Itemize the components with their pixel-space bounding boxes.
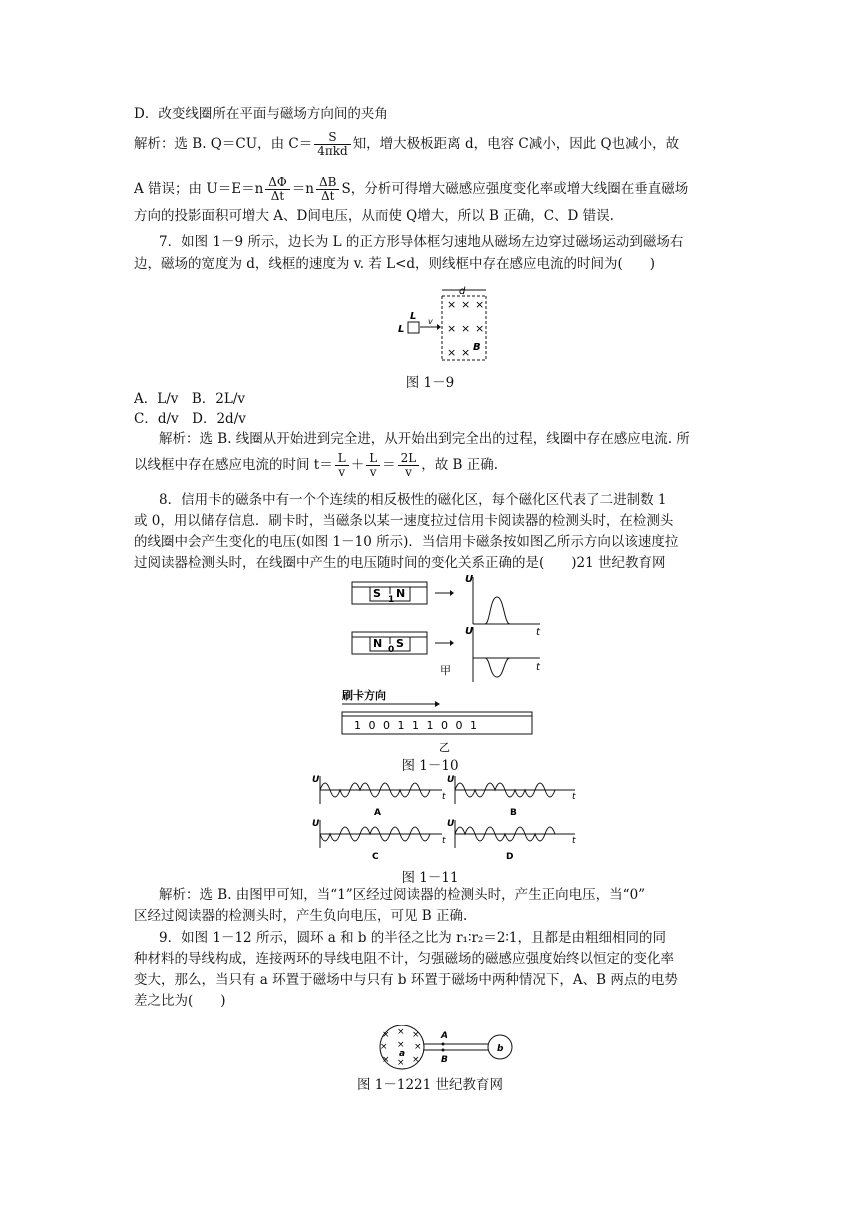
digit-label: 1 (388, 595, 395, 605)
q9-stem-line2: 种材料的导线构成，连接两环的导线电阻不计，匀强磁场的磁感应强度始终以恒定的变化率 (134, 951, 674, 967)
q9-stem-line1: 9．如图 1－12 所示，圆环 a 和 b 的半径之比为 r₁∶r₂＝2∶1，且都是由粗细相同的同 (159, 930, 667, 946)
option-d: D．改变线圈所在平面与磁场方向间的夹角 (134, 106, 388, 122)
field-cross: × (380, 1042, 388, 1052)
caption-1-12: 图 1－1221 世纪教育网 (356, 1077, 504, 1093)
q8-solution-line2: 区经过阅读器的检测头时，产生负向电压，可见 B 正确. (134, 908, 468, 924)
option-plot-a (312, 775, 446, 818)
field-cross: × (397, 1027, 405, 1037)
fraction-flux: $\frac{\Delta\Phi}{\Delta t}$ (265, 176, 290, 203)
arrowhead (450, 640, 454, 646)
fraction-time1: $\frac{L}{v}$ (335, 452, 349, 479)
q6-solution-line3: 方向的投影面积可增大 A、D间电压，从而使 Q增大，所以 B 正确，C、D 错误. (134, 208, 614, 224)
strip-digits: 1 0 0 1 1 1 0 0 1 (354, 719, 479, 732)
field-cross-marks (380, 1027, 422, 1068)
q7-text: ＝ (382, 457, 396, 473)
q6-text: S，分析可得增大磁感应强度变化率或增大线圈在垂直磁场 (341, 181, 689, 197)
axis-u-label: U (447, 819, 455, 829)
q7-solution-line2 (134, 452, 734, 479)
field-cross: × (461, 346, 471, 359)
q6-text: ＝n (291, 181, 314, 197)
field-cross: × (382, 1055, 390, 1065)
caption-1-11: 图 1－11 (401, 870, 459, 886)
label-v: v (428, 317, 433, 326)
q8-stem-line1: 8．信用卡的磁条中有一个个连续的相反极性的磁化区，每个磁化区代表了二进制数 1 (159, 492, 667, 508)
square-coil (408, 322, 419, 333)
q7-stem-line1: 7．如图 1－9 所示，边长为 L 的正方形导体框匀速地从磁场左边穿过磁场运动到磁场右 (159, 234, 684, 250)
arrowhead (435, 701, 440, 707)
q9-stem-line4: 差之比为( ) (134, 993, 226, 1009)
q6-text: 解析：选 B. Q＝CU，由 C＝ (134, 136, 313, 152)
q7-text: ，故 B 正确. (421, 457, 499, 473)
q8-stem-line2: 或 0，用以储存信息．刷卡时，当磁条以某一速度拉过信用卡阅读器的检测头时，在检测头 (134, 513, 674, 529)
field-cross: × (397, 1040, 405, 1050)
field-cross: × (475, 322, 485, 335)
fraction-time2: $\frac{L}{v}$ (366, 452, 380, 479)
axis-t-label: t (442, 792, 446, 802)
field-cross: × (414, 1042, 422, 1052)
option-label: D (506, 852, 514, 862)
option-plot-d (447, 819, 576, 862)
q6-solution-line2 (134, 176, 734, 203)
axis-u-label: U (465, 626, 474, 637)
arrowhead (450, 590, 454, 596)
field-cross: × (475, 298, 485, 311)
label-d: d (459, 286, 466, 297)
label-B: B (473, 342, 481, 353)
caption-1-10: 图 1－10 (401, 758, 459, 774)
axis-u-label: U (447, 775, 455, 785)
option-label: B (510, 808, 517, 818)
field-cross: × (447, 322, 457, 335)
q8-solution-line1: 解析：选 B. 由图甲可知，当“1”区经过阅读器的检测头时，产生正向电压，当“0” (159, 887, 646, 903)
caption-1-9: 图 1－9 (405, 375, 455, 391)
label-a: a (399, 1049, 406, 1059)
voltage-plot-0 (465, 626, 541, 682)
point-B (442, 1049, 445, 1052)
pole-label: S (373, 587, 381, 600)
field-cross: × (397, 1058, 405, 1068)
pole-label: S (396, 637, 404, 650)
pole-label: N (373, 637, 383, 650)
field-cross: × (447, 346, 457, 359)
q6-text: 知，增大极板距离 d，电容 C减小，因此 Q也减小，故 (352, 136, 680, 152)
label-yi: 乙 (439, 741, 450, 754)
axis-u-label: U (465, 574, 474, 585)
fraction-capacitance: $\frac{S}{\text{4πkd}}$ (314, 131, 350, 158)
field-cross: × (412, 1055, 420, 1065)
axis-u-label: U (312, 775, 320, 785)
figure-1-10-yi (340, 688, 550, 763)
axis-t-label: t (572, 792, 576, 802)
figure-1-9 (395, 284, 515, 364)
q7-text: ＋ (350, 457, 365, 473)
q7-solution-line1: 解析：选 B. 线圈从开始进到完全进，从开始出到完全出的过程，线圈中存在感应电流. 所 (159, 431, 690, 447)
card-strip-1 (352, 582, 427, 605)
field-cross: × (461, 298, 471, 311)
q7-options-ab: A．L/v B．2L/v (134, 391, 246, 407)
figure-1-11 (310, 772, 580, 864)
axis-t-label: t (536, 627, 540, 638)
label-b: b (497, 1044, 504, 1054)
q6-solution-line1 (134, 131, 734, 158)
field-cross: × (412, 1030, 420, 1040)
label-L-side: L (398, 324, 405, 335)
q6-text: A 错误；由 U＝E＝n (134, 181, 264, 197)
label-jia: 甲 (440, 664, 451, 677)
option-plot-b (447, 775, 576, 818)
swipe-direction-label: 刷卡方向 (342, 689, 386, 702)
axis-t-label: t (536, 662, 540, 673)
field-cross: × (382, 1030, 390, 1040)
q7-text: 以线框中存在感应电流的时间 t＝ (134, 457, 333, 473)
q9-stem-line3: 变大，那么，当只有 a 环置于磁场中与只有 b 环置于磁场中两种情况下，A、B 两点的电势 (134, 972, 678, 988)
label-L-top: L (410, 311, 417, 322)
field-cross: × (461, 322, 471, 335)
voltage-plot-1 (465, 574, 541, 638)
point-A (442, 1043, 445, 1046)
fraction-field: $\frac{\Delta B}{\Delta t}$ (316, 176, 339, 203)
digit-label: 0 (388, 645, 395, 655)
pole-label: N (396, 587, 406, 600)
field-cross: × (447, 298, 457, 311)
fraction-time-total: $\frac{2L}{v}$ (398, 452, 420, 479)
axis-t-label: t (442, 836, 446, 846)
label-B: B (441, 1055, 448, 1065)
axis-t-label: t (572, 836, 576, 846)
q7-stem-line2: 边，磁场的宽度为 d，线框的速度为 v. 若 L<d，则线框中存在感应电流的时间为( ) (134, 256, 656, 272)
arrowhead (437, 324, 441, 330)
label-A: A (441, 1031, 448, 1041)
card-strip-0 (352, 632, 427, 655)
q8-stem-line3: 的线圈中会产生变化的电压(如图 1－10 所示)．当信用卡磁条按如图乙所示方向以该速度拉 (134, 534, 679, 550)
option-label: C (372, 852, 379, 862)
figure-1-12 (370, 1025, 530, 1073)
axis-u-label: U (312, 819, 320, 829)
option-label: A (374, 808, 381, 818)
q8-stem-line4: 过阅读器检测头时，在线圈中产生的电压随时间的变化关系正确的是( )21 世纪教育网 (134, 555, 666, 571)
q7-options-cd: C．d/v D．2d/v (134, 411, 246, 427)
option-plot-c (312, 819, 446, 862)
